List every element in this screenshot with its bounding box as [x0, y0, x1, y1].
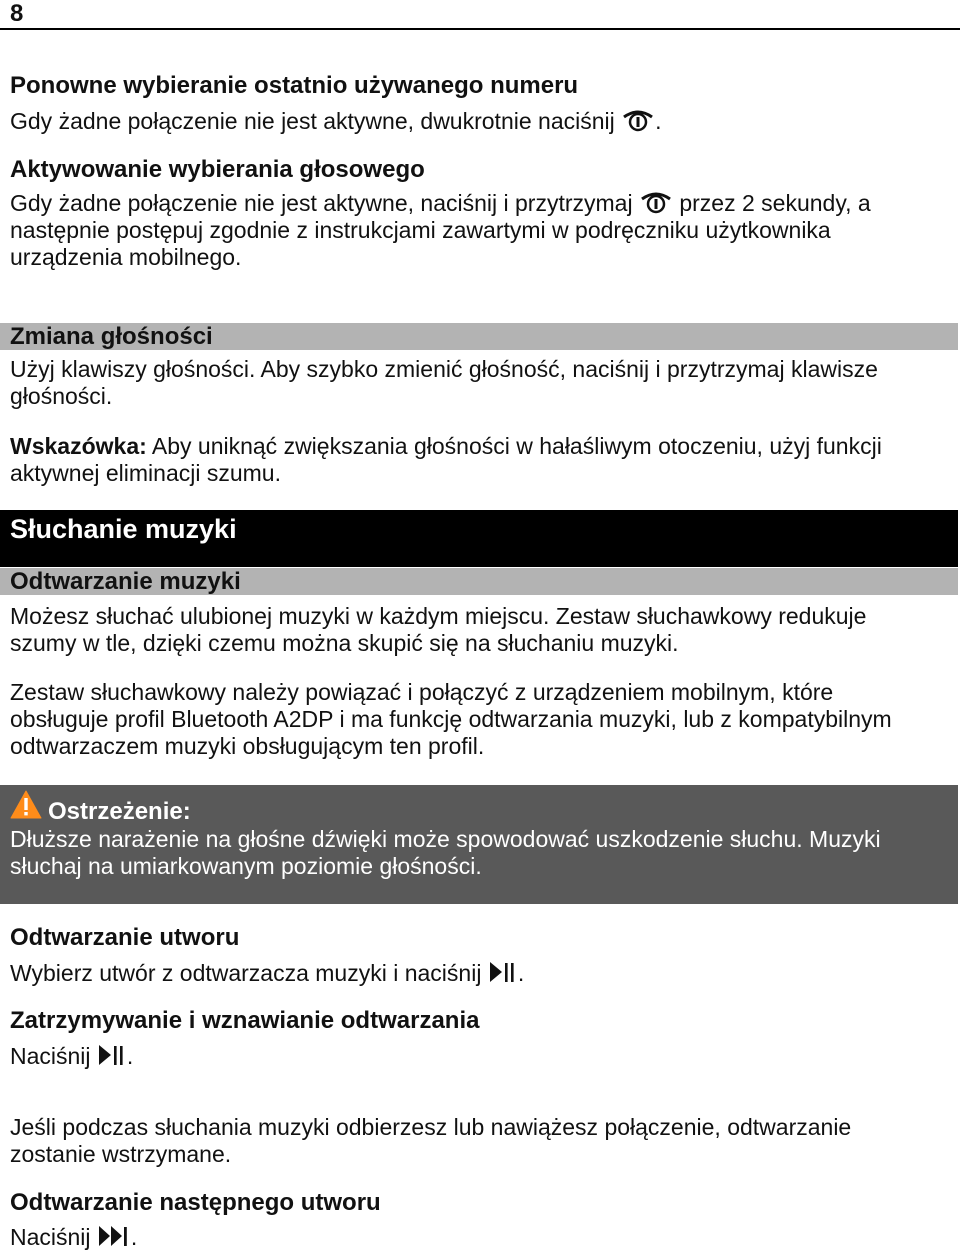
voice-dial-before: Gdy żadne połączenie nie jest aktywne, naciśnij i przytrzymaj — [10, 190, 633, 217]
music-p2-line2: obsługuje profil Bluetooth A2DP i ma funkcję odtwarzania muzyki, lub z kompatybilnym — [10, 706, 892, 732]
voice-dial-line1 — [10, 190, 950, 220]
play-track-text — [10, 959, 950, 991]
music-p1-line1: Możesz słuchać ulubionej muzyki w każdym miejscu. Zestaw słuchawkowy redukuje — [10, 603, 867, 629]
pause-resume-before: Naciśnij — [10, 1043, 91, 1070]
pause-resume-text — [10, 1042, 950, 1074]
top-rule — [0, 28, 960, 30]
redial-text — [10, 108, 950, 138]
play-pause-icon — [488, 959, 518, 991]
warning-line1: Dłuższe narażenie na głośne dźwięki może spowodować uszkodzenie słuchu. Muzyki — [10, 826, 881, 852]
volume-line2: głośności. — [10, 383, 113, 409]
call-key-icon — [621, 108, 655, 138]
music-p2-line3: odtwarzaczem muzyki obsługującym ten profil. — [10, 733, 485, 759]
heading-volume: Zmiana głośności — [10, 323, 213, 350]
voice-dial-line2: następnie postępuj zgodnie z instrukcjami zawartymi w podręczniku użytkownika — [10, 217, 831, 243]
tip-label: Wskazówka: — [10, 433, 147, 459]
heading-play-track: Odtwarzanie utworu — [10, 924, 240, 951]
music-p2-line1: Zestaw słuchawkowy należy powiązać i połączyć z urządzeniem mobilnym, które — [10, 679, 834, 705]
warning-triangle-icon — [10, 790, 42, 825]
next-track-icon — [97, 1223, 131, 1255]
call-key-icon — [639, 190, 673, 220]
play-track-after: . — [517, 960, 525, 987]
voice-dial-after: przez 2 sekundy, a — [679, 190, 871, 217]
heading-music: Słuchanie muzyki — [10, 514, 237, 544]
next-track-after: . — [130, 1224, 138, 1251]
heading-pause-resume: Zatrzymywanie i wznawianie odtwarzania — [10, 1007, 480, 1034]
heading-redial: Ponowne wybieranie ostatnio używanego numeru — [10, 72, 579, 99]
warning-box — [0, 785, 958, 904]
volume-heading-band — [0, 323, 958, 350]
tip-text: Aby uniknąć zwiększania głośności w hałaśliwym otoczeniu, użyj funkcji — [146, 433, 882, 459]
redial-text-after: . — [655, 108, 662, 135]
redial-text-before: Gdy żadne połączenie nie jest aktywne, dwukrotnie naciśnij — [10, 108, 615, 135]
pause-note-line1: Jeśli podczas słuchania muzyki odbierzesz lub nawiążesz połączenie, odtwarzanie — [10, 1114, 852, 1140]
voice-dial-line3: urządzenia mobilnego. — [10, 244, 242, 270]
page-number: 8 — [10, 0, 24, 27]
music-heading-band — [0, 510, 958, 567]
next-track-text — [10, 1223, 950, 1255]
tip-line2: aktywnej eliminacji szumu. — [10, 460, 281, 486]
warning-title: Ostrzeżenie: — [48, 798, 191, 825]
pause-note-line2: zostanie wstrzymane. — [10, 1141, 232, 1167]
play-track-before: Wybierz utwór z odtwarzacza muzyki i naciśnij — [10, 960, 482, 987]
heading-voice-dial: Aktywowanie wybierania głosowego — [10, 156, 425, 183]
tip-line1 — [10, 433, 950, 460]
play-pause-icon — [97, 1042, 127, 1074]
warning-line2: słuchaj na umiarkowanym poziomie głośności. — [10, 853, 482, 879]
heading-next-track: Odtwarzanie następnego utworu — [10, 1189, 381, 1216]
music-subheading-band — [0, 568, 958, 595]
pause-resume-after: . — [126, 1043, 134, 1070]
subheading-play-music: Odtwarzanie muzyki — [10, 568, 241, 595]
volume-line1: Użyj klawiszy głośności. Aby szybko zmienić głośność, naciśnij i przytrzymaj klawisze — [10, 356, 878, 382]
music-p1-line2: szumy w tle, dzięki czemu można skupić się na słuchaniu muzyki. — [10, 630, 679, 656]
next-track-before: Naciśnij — [10, 1224, 91, 1251]
